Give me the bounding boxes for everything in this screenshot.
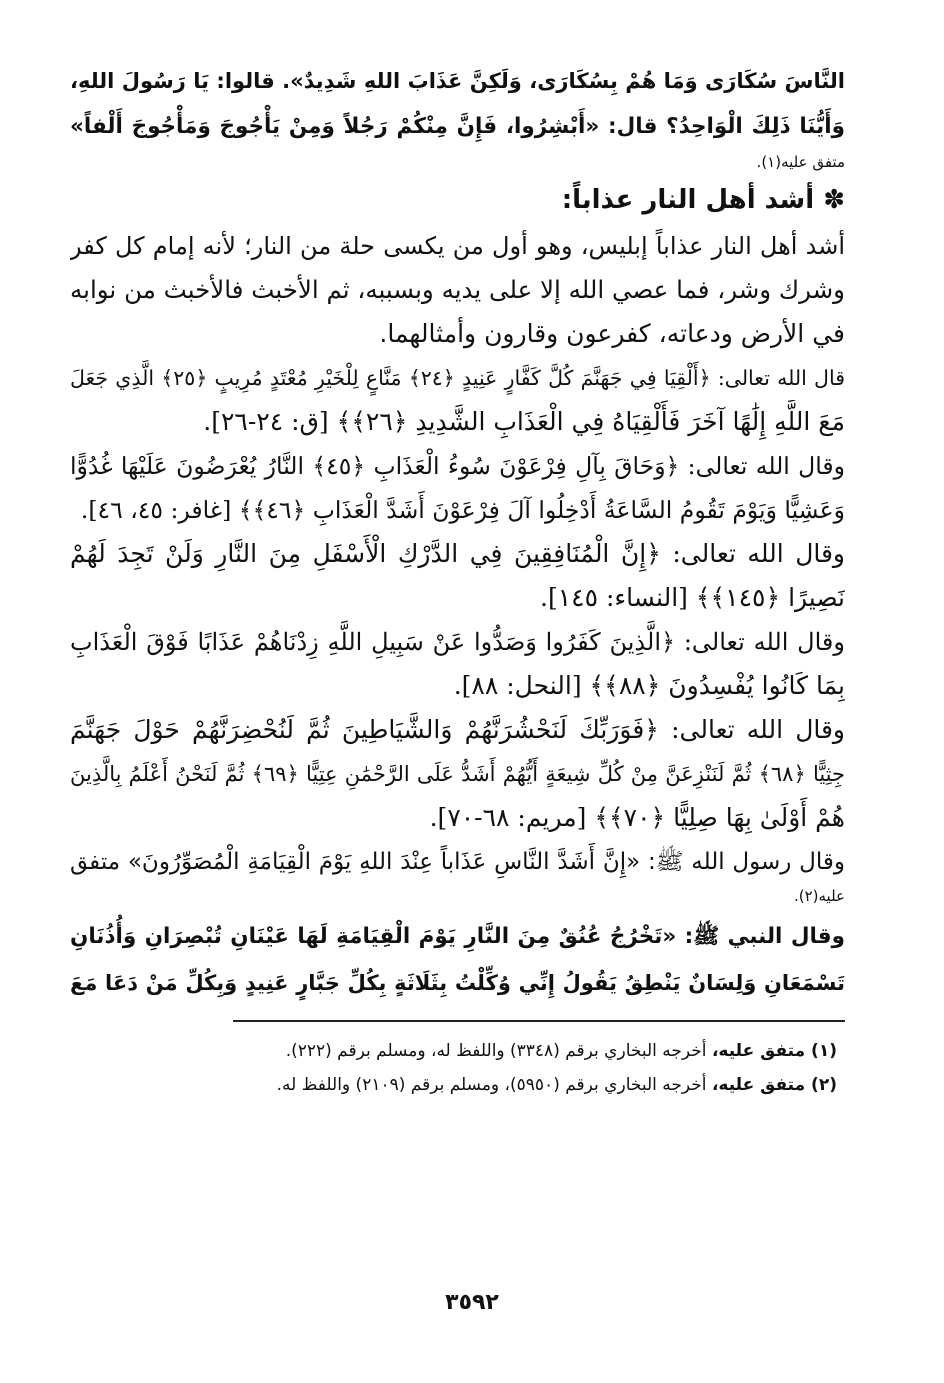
quran-verse-line: نَصِيرًا ﴿١٤٥﴾﴾ [النساء: ١٤٥]. (540, 583, 845, 612)
quran-verse-line: وقال الله تعالى: ﴿الَّذِينَ كَفَرُوا وَصَدُّوا عَنْ سَبِيلِ اللَّهِ زِدْنَاهُمْ عَذَابًا فَوْقَ الْعَذَابِ (70, 628, 845, 656)
footnote-2-text: أخرجه البخاري برقم (٥٩٥٠)، ومسلم برقم (٢١٠٩) واللفظ له. (276, 1075, 712, 1095)
footnote-2-label: (٢) متفق عليه، (711, 1075, 837, 1095)
book-page (70, 58, 845, 1348)
section-heading: ✽ أشد أهل النار عذاباً: (561, 185, 845, 215)
quran-verse-line: وَعَشِيًّا وَيَوْمَ تَقُومُ السَّاعَةُ أَدْخِلُوا آلَ فِرْعَوْنَ أَشَدَّ الْعَذَابِ ﴿٤٦﴾﴾ [غافر: ٤٥، ٤٦]. (80, 496, 845, 524)
paragraph-line: في الأرض ودعاته، كفرعون وقارون وأمثالهما. (379, 319, 845, 348)
footnote-1-text: أخرجه البخاري برقم (٣٣٤٨) واللفظ له، ومسلم برقم (٢٢٢). (285, 1041, 712, 1061)
citation-line: عليه(٢). (793, 887, 845, 905)
footnote-1 (70, 1034, 845, 1068)
text-line: النَّاسَ سُكَارَى وَمَا هُمْ بِسُكَارَى، وَلَكِنَّ عَذَابَ اللهِ شَدِيدٌ». قالوا: يَا رَسُولَ اللهِ، (70, 69, 845, 93)
hadith-line: وقال النبي ﷺ: «تَخْرُجُ عُنُقٌ مِنَ النَّارِ يَوْمَ الْقِيَامَةِ لَهَا عَيْنَانِ تُبْصِرَانِ وَأُذُنَانِ (70, 924, 845, 949)
quran-verse-line: هُمْ أَوْلَىٰ بِهَا صِلِيًّا ﴿٧٠﴾﴾ [مريم: ٦٨-٧٠]. (429, 803, 845, 832)
footnote-2 (70, 1068, 845, 1102)
quran-verse-line: قال الله تعالى: ﴿أَلْقِيَا فِي جَهَنَّمَ كُلَّ كَفَّارٍ عَنِيدٍ ﴿٢٤﴾ مَنَّاعٍ لِلْخَيْرِ مُعْتَدٍ مُرِيبٍ ﴿٢٥﴾ الَّذِي جَعَلَ (70, 366, 845, 390)
footnote-divider (233, 1020, 845, 1022)
hadith-line: وقال رسول الله ﷺ: «إِنَّ أَشَدَّ النَّاسِ عَذَاباً عِنْدَ اللهِ يَوْمَ الْقِيَامَةِ الْمُصَوِّرُونَ» متفق (70, 849, 845, 875)
paragraph-line: وشرك وشر، فما عصي الله إلا على يديه وبسببه، ثم الأخبث فالأخبث من نوابه (70, 275, 845, 304)
quran-verse-line: بِمَا كَانُوا يُفْسِدُونَ ﴿٨٨﴾﴾ [النحل: ٨٨]. (453, 671, 845, 700)
page-number: ٣٥٩٢ (445, 1290, 499, 1315)
quran-verse-line: وقال الله تعالى: ﴿إِنَّ الْمُنَافِقِينَ فِي الدَّرْكِ الْأَسْفَلِ مِنَ النَّارِ وَلَنْ تَجِدَ لَهُمْ (70, 539, 845, 568)
quran-verse-line: جِثِيًّا ﴿٦٨﴾ ثُمَّ لَنَنْزِعَنَّ مِنْ كُلِّ شِيعَةٍ أَيُّهُمْ أَشَدُّ عَلَى الرَّحْمَٰنِ عِتِيًّا ﴿٦٩﴾ ثُمَّ لَنَحْنُ أَعْلَمُ بِالَّذِينَ (70, 762, 845, 786)
quran-verse-line: وقال الله تعالى: ﴿فَوَرَبِّكَ لَنَحْشُرَنَّهُمْ وَالشَّيَاطِينَ ثُمَّ لَنُحْضِرَنَّهُمْ حَوْلَ جَهَنَّمَ (70, 715, 845, 744)
hadith-line: تَسْمَعَانِ وَلِسَانٌ يَنْطِقُ يَقُولُ إِنِّي وُكِّلْتُ بِثَلَاثَةٍ بِكُلِّ جَبَّارٍ عَنِيدٍ وَبِكُلِّ مَنْ دَعَا مَعَ (70, 971, 845, 995)
footnote-1-label: (١) متفق عليه، (711, 1041, 837, 1061)
quran-verse-line: مَعَ اللَّهِ إِلَٰهًا آخَرَ فَأَلْقِيَاهُ فِي الْعَذَابِ الشَّدِيدِ ﴿٢٦﴾﴾ [ق: ٢٤-٢٦]. (203, 407, 845, 436)
quran-verse-line: وقال الله تعالى: ﴿وَحَاقَ بِآلِ فِرْعَوْنَ سُوءُ الْعَذَابِ ﴿٤٥﴾ النَّارُ يُعْرَضُونَ عَلَيْهَا غُدُوًّا (70, 452, 845, 480)
citation-line: متفق عليه(١). (756, 153, 845, 171)
paragraph-line: أشد أهل النار عذاباً إبليس، وهو أول من يكسى حلة من النار؛ لأنه إمام كل كفر (70, 232, 845, 260)
text-line: وَأَيُّنَا ذَلِكَ الْوَاحِدُ؟ قال: «أَبْشِرُوا، فَإِنَّ مِنْكُمْ رَجُلاً وَمِنْ يَأْجُوجَ وَمَأْجُوجَ أَلْفاً» (70, 114, 845, 139)
